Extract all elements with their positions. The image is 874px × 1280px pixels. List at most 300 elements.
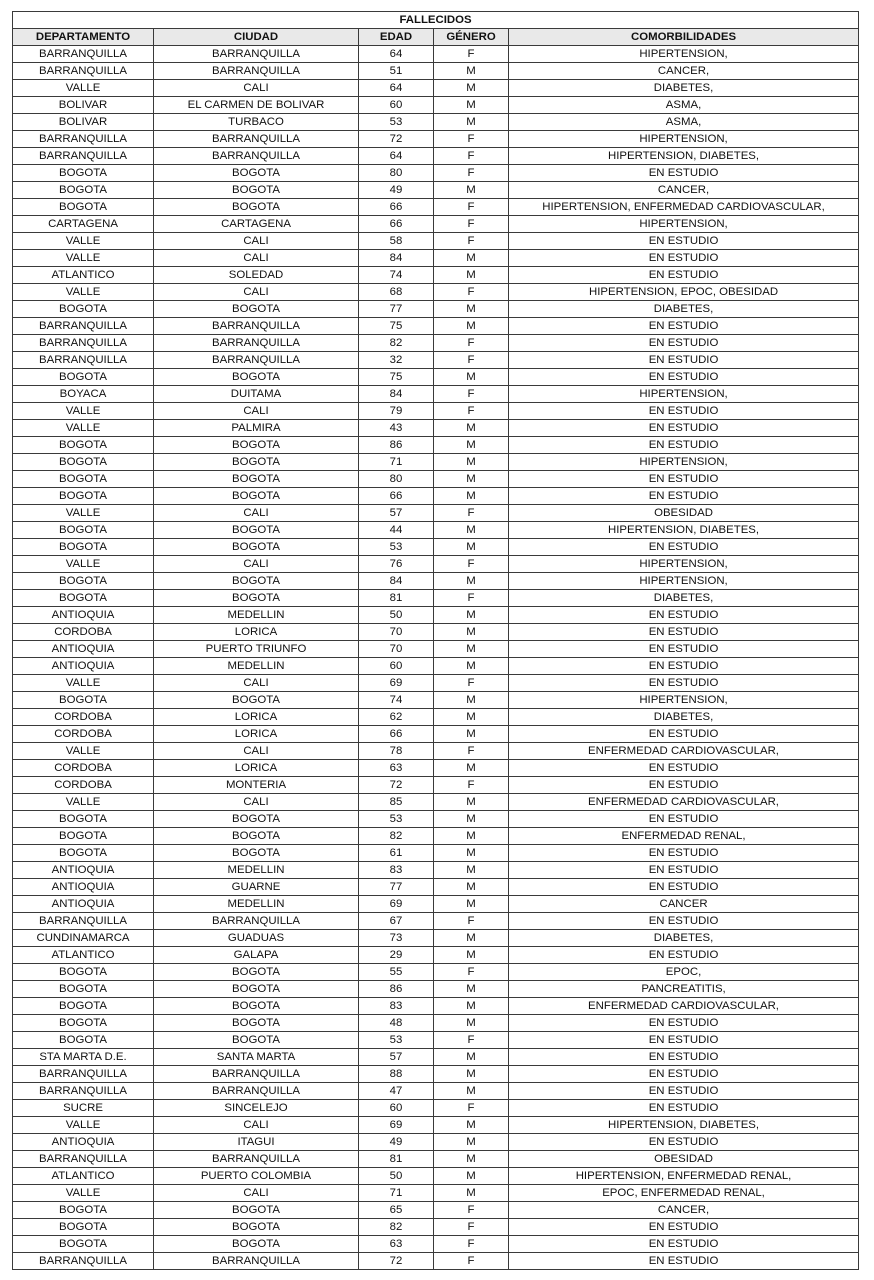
departamento-cell: BOGOTA (13, 301, 154, 318)
edad-cell: 74 (359, 267, 434, 284)
ciudad-cell: BOGOTA (154, 1219, 359, 1236)
edad-cell: 85 (359, 794, 434, 811)
comorbilidades-cell: EN ESTUDIO (509, 760, 859, 777)
table-row (13, 454, 859, 471)
table-row (13, 505, 859, 522)
edad-cell: 60 (359, 1100, 434, 1117)
table-body (13, 46, 859, 1270)
departamento-cell: BARRANQUILLA (13, 1066, 154, 1083)
table-row (13, 403, 859, 420)
comorbilidades-cell: HIPERTENSION, DIABETES, (509, 522, 859, 539)
edad-cell: 86 (359, 437, 434, 454)
genero-cell: F (434, 913, 509, 930)
edad-cell: 69 (359, 896, 434, 913)
comorbilidades-cell: HIPERTENSION, (509, 216, 859, 233)
comorbilidades-cell: EN ESTUDIO (509, 488, 859, 505)
genero-cell: M (434, 420, 509, 437)
genero-cell: M (434, 1049, 509, 1066)
departamento-cell: BOGOTA (13, 437, 154, 454)
edad-cell: 82 (359, 335, 434, 352)
departamento-cell: BOGOTA (13, 590, 154, 607)
table-row (13, 97, 859, 114)
edad-cell: 72 (359, 1253, 434, 1270)
edad-cell: 66 (359, 199, 434, 216)
comorbilidades-cell: EN ESTUDIO (509, 1015, 859, 1032)
table-row (13, 216, 859, 233)
comorbilidades-cell: EN ESTUDIO (509, 845, 859, 862)
genero-cell: M (434, 692, 509, 709)
comorbilidades-cell: EN ESTUDIO (509, 726, 859, 743)
ciudad-cell: CALI (154, 1117, 359, 1134)
departamento-cell: BOYACA (13, 386, 154, 403)
table-row (13, 1253, 859, 1270)
edad-cell: 68 (359, 284, 434, 301)
ciudad-cell: BARRANQUILLA (154, 148, 359, 165)
departamento-cell: ANTIOQUIA (13, 607, 154, 624)
edad-cell: 44 (359, 522, 434, 539)
ciudad-cell: BOGOTA (154, 165, 359, 182)
genero-cell: M (434, 607, 509, 624)
edad-cell: 29 (359, 947, 434, 964)
ciudad-cell: CALI (154, 80, 359, 97)
edad-cell: 60 (359, 97, 434, 114)
departamento-cell: BARRANQUILLA (13, 1083, 154, 1100)
comorbilidades-cell: HIPERTENSION, DIABETES, (509, 1117, 859, 1134)
ciudad-cell: BOGOTA (154, 471, 359, 488)
ciudad-cell: BOGOTA (154, 964, 359, 981)
departamento-cell: CORDOBA (13, 760, 154, 777)
ciudad-cell: GALAPA (154, 947, 359, 964)
departamento-cell: VALLE (13, 1185, 154, 1202)
genero-cell: M (434, 624, 509, 641)
genero-cell: F (434, 148, 509, 165)
table-row (13, 658, 859, 675)
comorbilidades-cell: EN ESTUDIO (509, 811, 859, 828)
departamento-cell: BARRANQUILLA (13, 131, 154, 148)
departamento-cell: VALLE (13, 1117, 154, 1134)
edad-cell: 67 (359, 913, 434, 930)
genero-cell: M (434, 896, 509, 913)
edad-cell: 88 (359, 1066, 434, 1083)
departamento-cell: BOGOTA (13, 998, 154, 1015)
edad-cell: 71 (359, 1185, 434, 1202)
ciudad-cell: MONTERIA (154, 777, 359, 794)
table-row (13, 437, 859, 454)
comorbilidades-cell: DIABETES, (509, 709, 859, 726)
table-row (13, 46, 859, 63)
departamento-cell: ATLANTICO (13, 947, 154, 964)
departamento-cell: CARTAGENA (13, 216, 154, 233)
table-row (13, 233, 859, 250)
comorbilidades-cell: EN ESTUDIO (509, 1100, 859, 1117)
ciudad-cell: BARRANQUILLA (154, 1151, 359, 1168)
ciudad-cell: ITAGUI (154, 1134, 359, 1151)
comorbilidades-cell: EN ESTUDIO (509, 335, 859, 352)
edad-cell: 77 (359, 879, 434, 896)
edad-cell: 79 (359, 403, 434, 420)
table-row (13, 913, 859, 930)
ciudad-cell: CALI (154, 233, 359, 250)
comorbilidades-cell: HIPERTENSION, (509, 692, 859, 709)
genero-cell: F (434, 964, 509, 981)
ciudad-cell: SINCELEJO (154, 1100, 359, 1117)
edad-cell: 70 (359, 624, 434, 641)
comorbilidades-cell: EN ESTUDIO (509, 420, 859, 437)
departamento-cell: VALLE (13, 284, 154, 301)
genero-cell: M (434, 862, 509, 879)
comorbilidades-cell: HIPERTENSION, (509, 386, 859, 403)
genero-cell: F (434, 165, 509, 182)
genero-cell: M (434, 1168, 509, 1185)
genero-cell: F (434, 1236, 509, 1253)
ciudad-cell: BOGOTA (154, 454, 359, 471)
departamento-cell: STA MARTA D.E. (13, 1049, 154, 1066)
ciudad-cell: EL CARMEN DE BOLIVAR (154, 97, 359, 114)
genero-cell: M (434, 760, 509, 777)
comorbilidades-cell: EN ESTUDIO (509, 658, 859, 675)
departamento-cell: BOGOTA (13, 369, 154, 386)
genero-cell: M (434, 182, 509, 199)
column-header-genero: GÉNERO (434, 29, 509, 46)
edad-cell: 74 (359, 692, 434, 709)
departamento-cell: VALLE (13, 403, 154, 420)
comorbilidades-cell: DIABETES, (509, 80, 859, 97)
table-row (13, 131, 859, 148)
edad-cell: 58 (359, 233, 434, 250)
edad-cell: 48 (359, 1015, 434, 1032)
genero-cell: M (434, 828, 509, 845)
comorbilidades-cell: EN ESTUDIO (509, 318, 859, 335)
genero-cell: F (434, 505, 509, 522)
genero-cell: F (434, 46, 509, 63)
genero-cell: M (434, 573, 509, 590)
edad-cell: 57 (359, 1049, 434, 1066)
departamento-cell: BOGOTA (13, 488, 154, 505)
ciudad-cell: PUERTO COLOMBIA (154, 1168, 359, 1185)
departamento-cell: ANTIOQUIA (13, 1134, 154, 1151)
genero-cell: F (434, 199, 509, 216)
comorbilidades-cell: EN ESTUDIO (509, 165, 859, 182)
table-row (13, 165, 859, 182)
genero-cell: M (434, 250, 509, 267)
table-row (13, 1202, 859, 1219)
table-row (13, 556, 859, 573)
departamento-cell: BOGOTA (13, 199, 154, 216)
edad-cell: 83 (359, 862, 434, 879)
ciudad-cell: LORICA (154, 726, 359, 743)
departamento-cell: BOGOTA (13, 1219, 154, 1236)
edad-cell: 53 (359, 1032, 434, 1049)
departamento-cell: VALLE (13, 233, 154, 250)
table-row (13, 573, 859, 590)
ciudad-cell: BOGOTA (154, 845, 359, 862)
edad-cell: 43 (359, 420, 434, 437)
ciudad-cell: SOLEDAD (154, 267, 359, 284)
table-row (13, 964, 859, 981)
table-row (13, 896, 859, 913)
table-row (13, 828, 859, 845)
departamento-cell: BARRANQUILLA (13, 352, 154, 369)
comorbilidades-cell: EN ESTUDIO (509, 624, 859, 641)
ciudad-cell: BOGOTA (154, 692, 359, 709)
table-row (13, 335, 859, 352)
comorbilidades-cell: EN ESTUDIO (509, 1066, 859, 1083)
edad-cell: 32 (359, 352, 434, 369)
table-row (13, 1236, 859, 1253)
edad-cell: 81 (359, 590, 434, 607)
ciudad-cell: BOGOTA (154, 182, 359, 199)
table-row (13, 1032, 859, 1049)
genero-cell: M (434, 1185, 509, 1202)
departamento-cell: BOGOTA (13, 182, 154, 199)
genero-cell: F (434, 335, 509, 352)
genero-cell: M (434, 1015, 509, 1032)
column-header-edad: EDAD (359, 29, 434, 46)
ciudad-cell: BOGOTA (154, 1015, 359, 1032)
departamento-cell: VALLE (13, 250, 154, 267)
edad-cell: 69 (359, 675, 434, 692)
comorbilidades-cell: EN ESTUDIO (509, 1049, 859, 1066)
edad-cell: 49 (359, 1134, 434, 1151)
edad-cell: 84 (359, 573, 434, 590)
table-row (13, 607, 859, 624)
genero-cell: M (434, 641, 509, 658)
edad-cell: 83 (359, 998, 434, 1015)
ciudad-cell: BARRANQUILLA (154, 1083, 359, 1100)
genero-cell: M (434, 1134, 509, 1151)
departamento-cell: BOGOTA (13, 811, 154, 828)
table-row (13, 777, 859, 794)
departamento-cell: VALLE (13, 675, 154, 692)
departamento-cell: BOGOTA (13, 471, 154, 488)
ciudad-cell: GUARNE (154, 879, 359, 896)
comorbilidades-cell: EN ESTUDIO (509, 777, 859, 794)
comorbilidades-cell: ENFERMEDAD CARDIOVASCULAR, (509, 998, 859, 1015)
genero-cell: M (434, 437, 509, 454)
edad-cell: 72 (359, 777, 434, 794)
genero-cell: M (434, 930, 509, 947)
table-row (13, 1100, 859, 1117)
edad-cell: 81 (359, 1151, 434, 1168)
departamento-cell: BOGOTA (13, 522, 154, 539)
ciudad-cell: BOGOTA (154, 1032, 359, 1049)
edad-cell: 71 (359, 454, 434, 471)
departamento-cell: VALLE (13, 794, 154, 811)
fallecidos-table (12, 11, 859, 1270)
ciudad-cell: BOGOTA (154, 301, 359, 318)
departamento-cell: BARRANQUILLA (13, 1151, 154, 1168)
edad-cell: 75 (359, 318, 434, 335)
departamento-cell: BARRANQUILLA (13, 46, 154, 63)
departamento-cell: BARRANQUILLA (13, 318, 154, 335)
ciudad-cell: BARRANQUILLA (154, 335, 359, 352)
departamento-cell: VALLE (13, 505, 154, 522)
genero-cell: M (434, 879, 509, 896)
departamento-cell: BOLIVAR (13, 97, 154, 114)
departamento-cell: CUNDINAMARCA (13, 930, 154, 947)
departamento-cell: BOGOTA (13, 964, 154, 981)
ciudad-cell: BOGOTA (154, 1202, 359, 1219)
departamento-cell: BOGOTA (13, 1236, 154, 1253)
departamento-cell: BARRANQUILLA (13, 335, 154, 352)
ciudad-cell: BOGOTA (154, 981, 359, 998)
edad-cell: 50 (359, 607, 434, 624)
comorbilidades-cell: HIPERTENSION, DIABETES, (509, 148, 859, 165)
genero-cell: M (434, 488, 509, 505)
edad-cell: 80 (359, 471, 434, 488)
table-row (13, 386, 859, 403)
departamento-cell: VALLE (13, 556, 154, 573)
comorbilidades-cell: PANCREATITIS, (509, 981, 859, 998)
departamento-cell: CORDOBA (13, 624, 154, 641)
comorbilidades-cell: EN ESTUDIO (509, 539, 859, 556)
ciudad-cell: BARRANQUILLA (154, 1066, 359, 1083)
edad-cell: 57 (359, 505, 434, 522)
table-row (13, 267, 859, 284)
comorbilidades-cell: ENFERMEDAD CARDIOVASCULAR, (509, 794, 859, 811)
table-row (13, 488, 859, 505)
ciudad-cell: DUITAMA (154, 386, 359, 403)
departamento-cell: BOGOTA (13, 845, 154, 862)
edad-cell: 82 (359, 1219, 434, 1236)
table-row (13, 199, 859, 216)
edad-cell: 78 (359, 743, 434, 760)
genero-cell: M (434, 369, 509, 386)
genero-cell: M (434, 318, 509, 335)
ciudad-cell: TURBACO (154, 114, 359, 131)
table-row (13, 148, 859, 165)
genero-cell: F (434, 1100, 509, 1117)
genero-cell: M (434, 1083, 509, 1100)
table-row (13, 250, 859, 267)
edad-cell: 55 (359, 964, 434, 981)
ciudad-cell: CARTAGENA (154, 216, 359, 233)
ciudad-cell: SANTA MARTA (154, 1049, 359, 1066)
ciudad-cell: BOGOTA (154, 573, 359, 590)
departamento-cell: BOGOTA (13, 539, 154, 556)
genero-cell: M (434, 845, 509, 862)
table-row (13, 981, 859, 998)
table-row (13, 301, 859, 318)
departamento-cell: CORDOBA (13, 709, 154, 726)
comorbilidades-cell: HIPERTENSION, ENFERMEDAD CARDIOVASCULAR, (509, 199, 859, 216)
ciudad-cell: MEDELLIN (154, 896, 359, 913)
comorbilidades-cell: DIABETES, (509, 930, 859, 947)
edad-cell: 51 (359, 63, 434, 80)
ciudad-cell: CALI (154, 556, 359, 573)
departamento-cell: ANTIOQUIA (13, 641, 154, 658)
departamento-cell: BOGOTA (13, 1015, 154, 1032)
edad-cell: 53 (359, 811, 434, 828)
ciudad-cell: BARRANQUILLA (154, 318, 359, 335)
table-row (13, 1015, 859, 1032)
genero-cell: M (434, 1066, 509, 1083)
departamento-cell: BOGOTA (13, 692, 154, 709)
edad-cell: 77 (359, 301, 434, 318)
comorbilidades-cell: EN ESTUDIO (509, 947, 859, 964)
departamento-cell: VALLE (13, 80, 154, 97)
comorbilidades-cell: EN ESTUDIO (509, 1134, 859, 1151)
comorbilidades-cell: EN ESTUDIO (509, 267, 859, 284)
departamento-cell: BOGOTA (13, 165, 154, 182)
departamento-cell: BOGOTA (13, 454, 154, 471)
table-row (13, 369, 859, 386)
ciudad-cell: BARRANQUILLA (154, 913, 359, 930)
departamento-cell: BOGOTA (13, 1202, 154, 1219)
comorbilidades-cell: EN ESTUDIO (509, 233, 859, 250)
genero-cell: F (434, 675, 509, 692)
comorbilidades-cell: HIPERTENSION, (509, 454, 859, 471)
table-row (13, 675, 859, 692)
edad-cell: 84 (359, 386, 434, 403)
title-row (13, 12, 859, 29)
column-header-ciudad: CIUDAD (154, 29, 359, 46)
departamento-cell: CORDOBA (13, 777, 154, 794)
header-row (13, 29, 859, 46)
departamento-cell: BOLIVAR (13, 114, 154, 131)
comorbilidades-cell: ENFERMEDAD CARDIOVASCULAR, (509, 743, 859, 760)
table-row (13, 471, 859, 488)
ciudad-cell: BOGOTA (154, 522, 359, 539)
departamento-cell: ANTIOQUIA (13, 658, 154, 675)
comorbilidades-cell: EN ESTUDIO (509, 369, 859, 386)
table-row (13, 726, 859, 743)
ciudad-cell: BOGOTA (154, 437, 359, 454)
table-row (13, 1168, 859, 1185)
comorbilidades-cell: HIPERTENSION, EPOC, OBESIDAD (509, 284, 859, 301)
comorbilidades-cell: ENFERMEDAD RENAL, (509, 828, 859, 845)
table-row (13, 182, 859, 199)
ciudad-cell: BOGOTA (154, 998, 359, 1015)
departamento-cell: ANTIOQUIA (13, 896, 154, 913)
table-row (13, 930, 859, 947)
ciudad-cell: CALI (154, 675, 359, 692)
genero-cell: M (434, 63, 509, 80)
ciudad-cell: BOGOTA (154, 369, 359, 386)
genero-cell: F (434, 590, 509, 607)
table-row (13, 420, 859, 437)
ciudad-cell: PALMIRA (154, 420, 359, 437)
genero-cell: M (434, 658, 509, 675)
genero-cell: F (434, 403, 509, 420)
edad-cell: 80 (359, 165, 434, 182)
table-row (13, 590, 859, 607)
comorbilidades-cell: CANCER, (509, 1202, 859, 1219)
genero-cell: M (434, 522, 509, 539)
genero-cell: F (434, 1032, 509, 1049)
edad-cell: 64 (359, 148, 434, 165)
comorbilidades-cell: HIPERTENSION, (509, 46, 859, 63)
ciudad-cell: LORICA (154, 624, 359, 641)
genero-cell: M (434, 301, 509, 318)
ciudad-cell: BARRANQUILLA (154, 46, 359, 63)
edad-cell: 66 (359, 726, 434, 743)
departamento-cell: ANTIOQUIA (13, 879, 154, 896)
table-row (13, 1066, 859, 1083)
table-row (13, 760, 859, 777)
edad-cell: 73 (359, 930, 434, 947)
ciudad-cell: BOGOTA (154, 590, 359, 607)
edad-cell: 66 (359, 216, 434, 233)
ciudad-cell: CALI (154, 505, 359, 522)
ciudad-cell: BOGOTA (154, 539, 359, 556)
ciudad-cell: CALI (154, 794, 359, 811)
edad-cell: 62 (359, 709, 434, 726)
genero-cell: F (434, 777, 509, 794)
ciudad-cell: BARRANQUILLA (154, 63, 359, 80)
genero-cell: M (434, 709, 509, 726)
comorbilidades-cell: DIABETES, (509, 301, 859, 318)
